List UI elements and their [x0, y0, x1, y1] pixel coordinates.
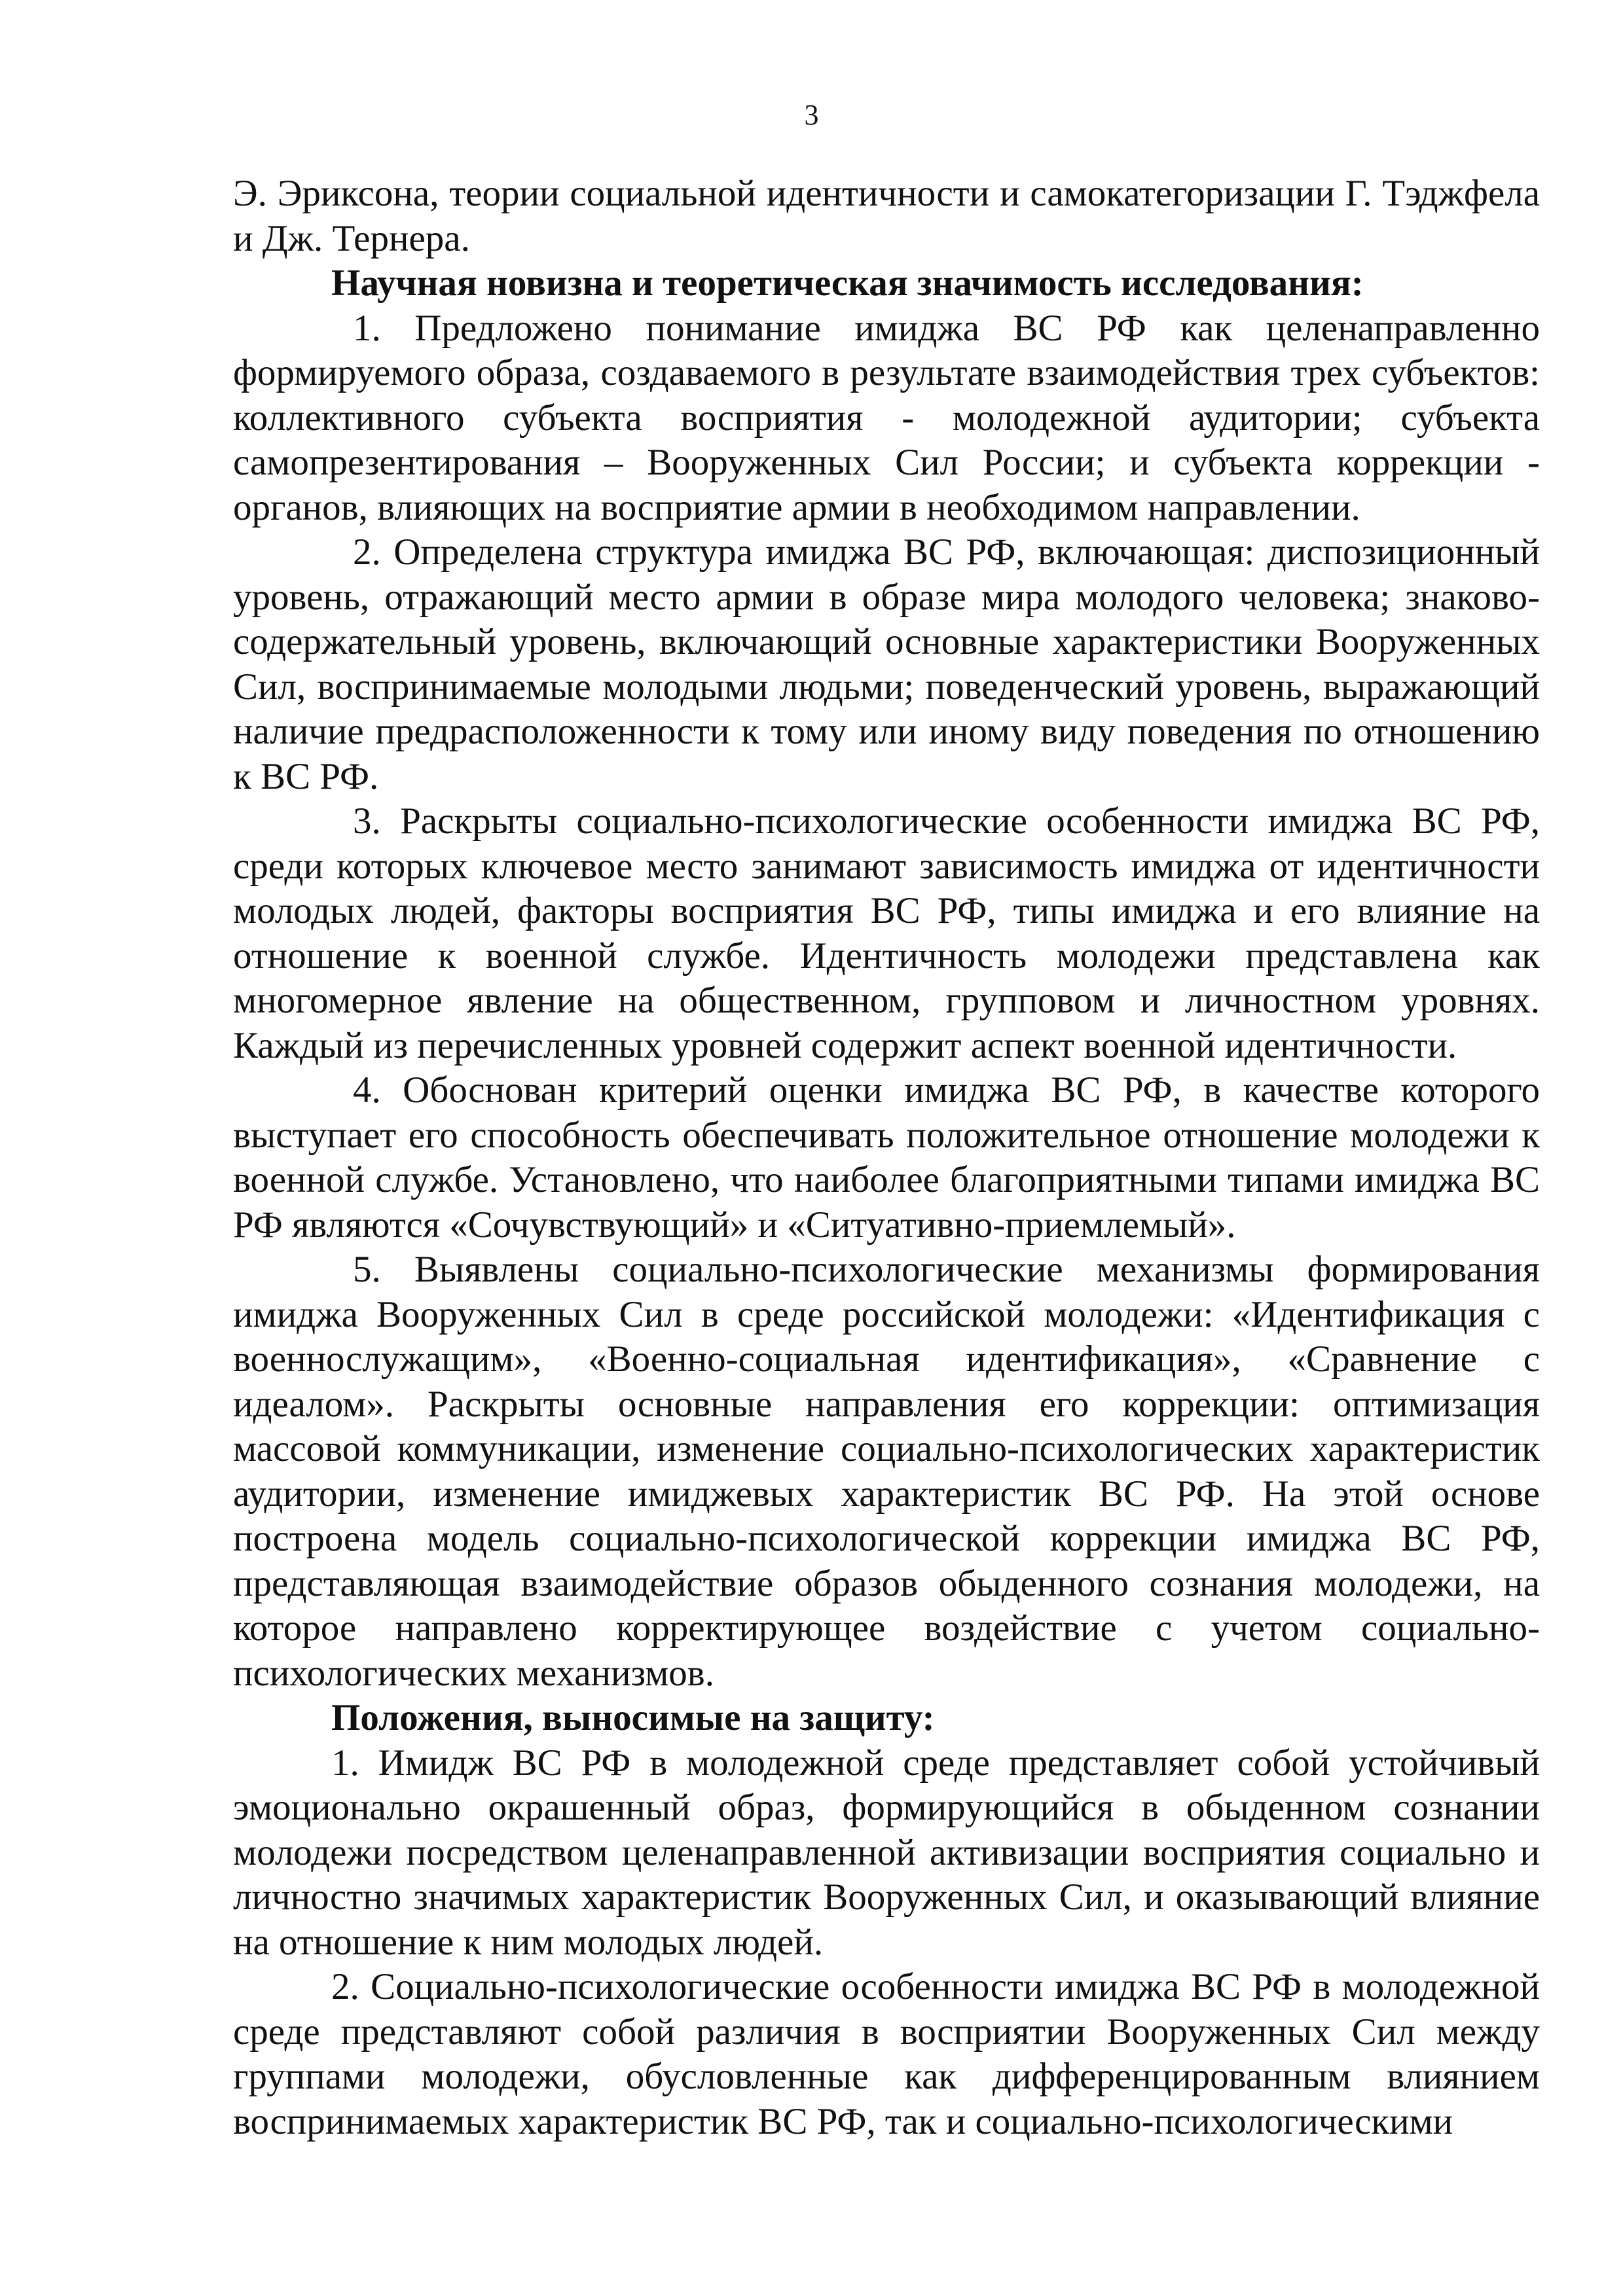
page-number: 3	[804, 99, 819, 131]
intro-paragraph: Э. Эриксона, теории социальной идентичности и самокатегоризации Г. Тэджфела и Дж. Тернера.	[233, 173, 1540, 259]
novelty-item-4: 4. Обоснован критерий оценки имиджа ВС РФ, в качестве которого выступает его способность обеспечивать положительное отношение молодежи к военной службе. Установлено, что наиболее благоприятными типами имиджа ВС РФ являются «Сочувствующий» и «Ситуативно-приемлемый».	[233, 1069, 1540, 1246]
defense-item-1: 1. Имидж ВС РФ в молодежной среде представляет собой устойчивый эмоционально окрашенный образ, формирующийся в обыденном сознании молодежи посредством целенаправленной активизации восприятия социально и личностно значимых характеристик Вооруженных Сил, и оказывающий влияние на отношение к ним молодых людей.	[233, 1742, 1540, 1963]
novelty-item-3: 3. Раскрыты социально-психологические особенности имиджа ВС РФ, среди которых ключевое место занимают зависимость имиджа от идентичности молодых людей, факторы восприятия ВС РФ, типы имиджа и его влияние на отношение к военной службе. Идентичность молодежи представлена как многомерное явление на общественном, групповом и личностном уровнях. Каждый из перечисленных уровней содержит аспект военной идентичности.	[233, 800, 1540, 1066]
novelty-heading: Научная новизна и теоретическая значимость исследования:	[331, 262, 1364, 304]
novelty-item-1: 1. Предложено понимание имиджа ВС РФ как целенаправленно формируемого образа, создаваемого в результате взаимодействия трех субъектов: коллективного субъекта восприятия - молодежной аудитории; субъекта самопрезентирования – Вооруженных Сил России; и субъекта коррекции - органов, влияющих на восприятие армии в необходимом направлении.	[233, 307, 1540, 528]
page-content	[233, 171, 1540, 2144]
novelty-item-5: 5. Выявлены социально-психологические механизмы формирования имиджа Вооруженных Сил в среде российской молодежи: «Идентификация с военнослужащим», «Военно-социальная идентификация», «Сравнение с идеалом». Раскрыты основные направления его коррекции: оптимизация массовой коммуникации, изменение социально-психологических характеристик аудитории, изменение имиджевых характеристик ВС РФ. На этой основе построена модель социально-психологической коррекции имиджа ВС РФ, представляющая взаимодействие образов обыденного сознания молодежи, на которое направлено корректирующее воздействие с учетом социально-психологических механизмов.	[233, 1249, 1540, 1694]
defense-item-2: 2. Социально-психологические особенности имиджа ВС РФ в молодежной среде представляют собой различия в восприятии Вооруженных Сил между группами молодежи, обусловленные как дифференцированным влиянием воспринимаемых характеристик ВС РФ, так и социально-психологическими	[233, 1966, 1540, 2142]
novelty-item-2: 2. Определена структура имиджа ВС РФ, включающая: диспозиционный уровень, отражающий место армии в образе мира молодого человека; знаково-содержательный уровень, включающий основные характеристики Вооруженных Сил, воспринимаемые молодыми людьми; поведенческий уровень, выражающий наличие предрасположенности к тому или иному виду поведения по отношению к ВС РФ.	[233, 531, 1540, 797]
defense-heading: Положения, выносимые на защиту:	[331, 1697, 935, 1738]
